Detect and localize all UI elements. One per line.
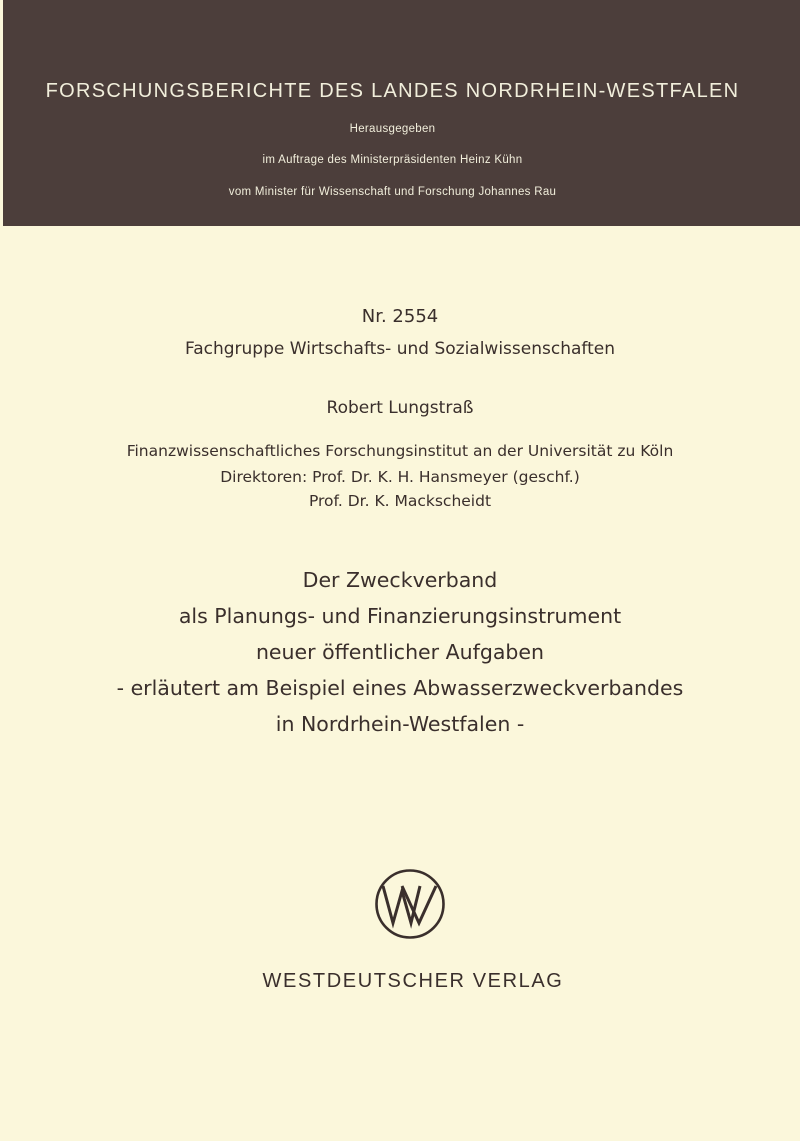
directors-line-2: Prof. Dr. K. Mackscheidt	[308, 492, 492, 510]
book-title-line-1: Der Zweckverband	[302, 568, 498, 592]
header-line-minister: vom Minister für Wissenschaft und Forschung Johannes Rau	[228, 186, 557, 198]
directors-line-1: Direktoren: Prof. Dr. K. H. Hansmeyer (geschf.)	[220, 468, 580, 486]
book-title-line-4: - erläutert am Beispiel eines Abwasserzweckverbandes	[116, 676, 684, 700]
publisher-name: WESTDEUTSCHER VERLAG	[262, 970, 564, 992]
volume-number: Nr. 2554	[361, 306, 439, 327]
book-title-line-2: als Planungs- und Finanzierungsinstrument	[178, 604, 622, 628]
subject-group: Fachgruppe Wirtschafts- und Sozialwissenschaften	[185, 339, 615, 359]
header-line-prime-minister: im Auftrage des Ministerpräsidenten Heinz Kühn	[262, 154, 523, 166]
author-name: Robert Lungstraß	[326, 398, 474, 418]
header-line-published: Herausgegeben	[349, 123, 436, 135]
series-title: FORSCHUNGSBERICHTE DES LANDES NORDRHEIN-WESTFALEN	[45, 80, 740, 102]
book-title-line-5: in Nordrhein-Westfalen -	[275, 712, 525, 736]
institute-name: Finanzwissenschaftliches Forschungsinstitut an der Universität zu Köln	[126, 442, 674, 460]
wv-circle-logo-icon	[374, 868, 446, 940]
book-title-line-3: neuer öffentlicher Aufgaben	[255, 640, 545, 664]
